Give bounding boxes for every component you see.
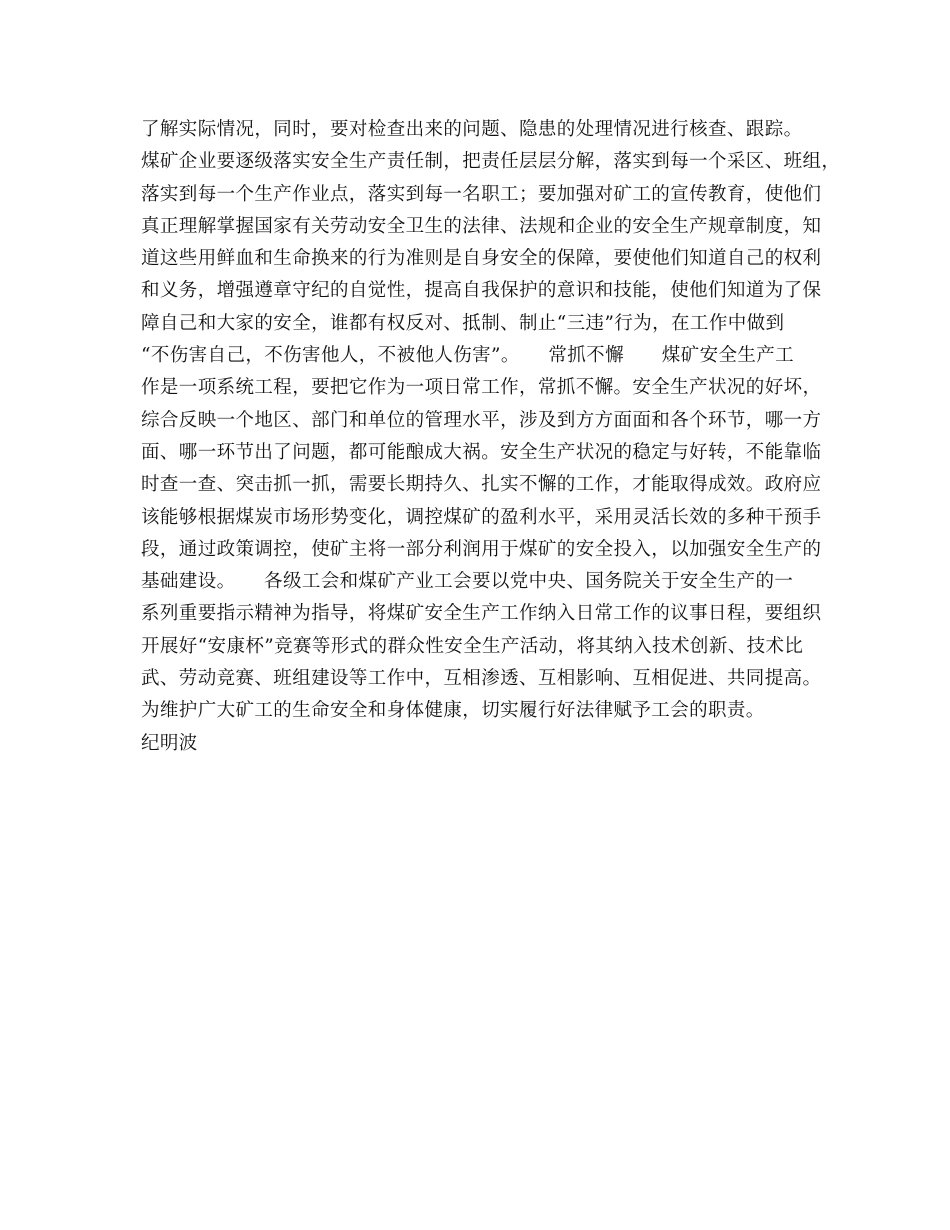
text-line: 开展好“安康杯”竞赛等形式的群众性安全生产活动，将其纳入技术创新、技术比: [141, 635, 804, 657]
text-line: 段，通过政策调控，使矿主将一部分利润用于煤矿的安全投入，以加强安全生产的: [141, 538, 822, 560]
text-line: 该能够根据煤炭市场形势变化，调控煤矿的盈利水平，采用灵活长效的多种干预手: [141, 506, 822, 528]
text-line: 障自己和大家的安全，谁都有权反对、抵制、制止“三违”行为，在工作中做到: [141, 312, 785, 334]
text-line: 基础建设。 各级工会和煤矿产业工会要以党中央、国务院关于安全生产的一: [141, 571, 794, 593]
text-line: 武、劳动竞赛、班组建设等工作中，互相渗透、互相影响、互相促进、共同提高。: [141, 668, 822, 690]
text-line: 作是一项系统工程，要把它作为一项日常工作，常抓不懈。安全生产状况的好坏，: [141, 377, 822, 399]
document-body-text: [141, 114, 841, 760]
text-line: 综合反映一个地区、部门和单位的管理水平，涉及到方方面面和各个环节，哪一方: [141, 409, 822, 431]
text-line: 系列重要指示精神为指导，将煤矿安全生产工作纳入日常工作的议事日程，要组织: [141, 603, 822, 625]
text-line: 落实到每一个生产作业点，落实到每一名职工；要加强对矿工的宣传教育，使他们: [141, 183, 822, 205]
text-line: 为维护广大矿工的生命安全和身体健康，切实履行好法律赋予工会的职责。: [141, 700, 765, 722]
author-name: 纪明波: [141, 732, 198, 754]
text-line: “不伤害自己，不伤害他人，不被他人伤害”。 常抓不懈 煤矿安全生产工: [141, 345, 795, 367]
text-line: 面、哪一环节出了问题，都可能酿成大祸。安全生产状况的稳定与好转，不能靠临: [141, 441, 822, 463]
text-line: 时查一查、突击抓一抓，需要长期持久、扎实不懈的工作，才能取得成效。政府应: [141, 474, 822, 496]
text-line: 真正理解掌握国家有关劳动安全卫生的法律、法规和企业的安全生产规章制度，知: [141, 215, 822, 237]
text-line: 煤矿企业要逐级落实安全生产责任制，把责任层层分解，落实到每一个采区、班组，: [141, 151, 841, 173]
text-line: 和义务，增强遵章守纪的自觉性，提高自我保护的意识和技能，使他们知道为了保: [141, 280, 822, 302]
text-line: 道这些用鲜血和生命换来的行为准则是自身安全的保障，要使他们知道自己的权利: [141, 248, 822, 270]
text-line: 了解实际情况，同时，要对检查出来的问题、隐患的处理情况进行核查、跟踪。: [141, 119, 803, 140]
